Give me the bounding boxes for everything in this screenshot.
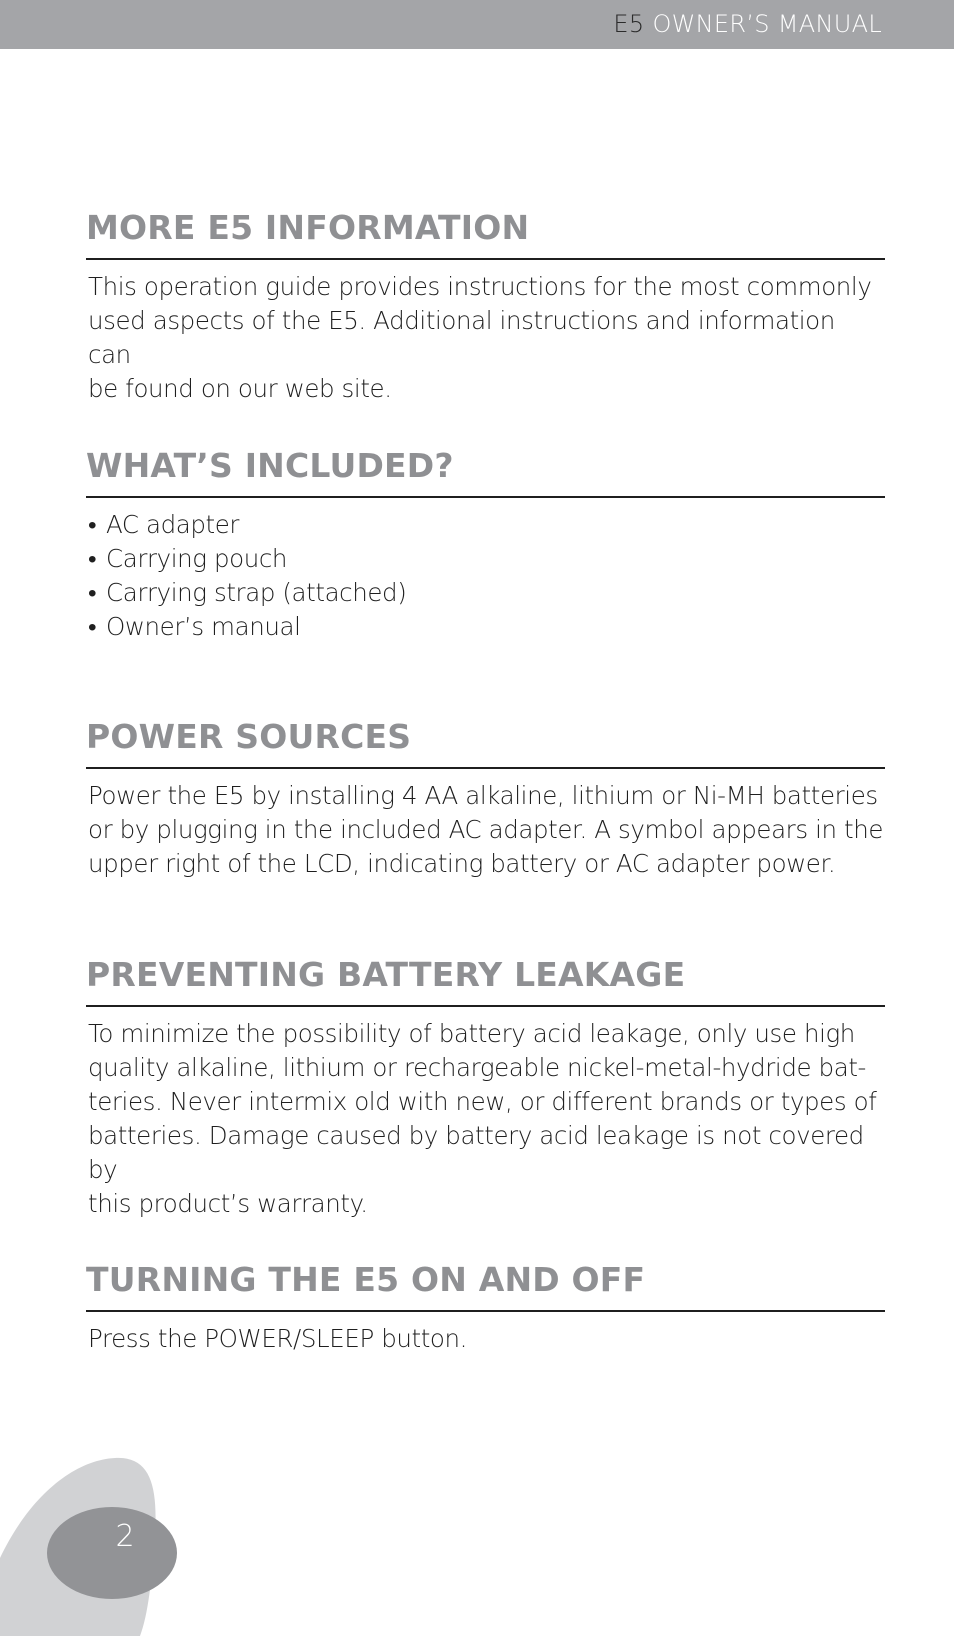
included-items-list xyxy=(88,508,885,644)
bullet-icon: • xyxy=(88,578,97,607)
section-power-sources xyxy=(86,717,885,881)
list-item-text: AC adapter xyxy=(106,510,240,539)
section-more-info xyxy=(86,208,885,406)
header-bar xyxy=(0,0,954,49)
body-line: Press the POWER/SLEEP button. xyxy=(88,1324,468,1353)
body-line: teries. Never intermix old with new, or different brands or types of xyxy=(88,1087,877,1116)
header-title: OWNER’S MANUAL xyxy=(652,10,882,38)
page-corner-decor xyxy=(0,1440,200,1636)
list-item xyxy=(88,508,885,542)
section-title: PREVENTING BATTERY LEAKAGE xyxy=(86,958,885,1007)
body-line: To minimize the possibility of battery acid leakage, only use high xyxy=(88,1019,855,1048)
section-title: TURNING THE E5 ON AND OFF xyxy=(86,1263,885,1312)
bullet-icon: • xyxy=(88,612,97,641)
section-battery-leakage xyxy=(86,955,885,1221)
section-body xyxy=(88,1017,885,1221)
list-item-text: Carrying pouch xyxy=(106,544,288,573)
bullet-icon: • xyxy=(88,510,97,539)
page-number: 2 xyxy=(115,1519,135,1554)
body-line: upper right of the LCD, indicating battery or AC adapter power. xyxy=(88,849,836,878)
header-model: E5 xyxy=(613,10,645,38)
section-turning-on-off xyxy=(86,1260,885,1356)
body-line: used aspects of the E5. Additional instructions and information can xyxy=(88,306,835,369)
section-whats-included xyxy=(86,446,885,644)
section-title: MORE E5 INFORMATION xyxy=(86,211,885,260)
body-line: be found on our web site. xyxy=(88,374,392,403)
section-body xyxy=(88,1322,885,1356)
list-item xyxy=(88,542,885,576)
section-body xyxy=(88,270,885,406)
section-body xyxy=(88,779,885,881)
body-line: or by plugging in the included AC adapter. A symbol appears in the xyxy=(88,815,884,844)
page-number-badge xyxy=(47,1507,177,1599)
list-item xyxy=(88,610,885,644)
body-line: this product’s warranty. xyxy=(88,1189,368,1218)
body-line: Power the E5 by installing 4 AA alkaline, lithium or Ni-MH batteries xyxy=(88,781,878,810)
bullet-icon: • xyxy=(88,544,97,573)
body-line: This operation guide provides instructions for the most commonly xyxy=(88,272,872,301)
body-line: quality alkaline, lithium or rechargeable nickel-metal-hydride bat- xyxy=(88,1053,866,1082)
list-item-text: Carrying strap (attached) xyxy=(106,578,407,607)
list-item xyxy=(88,576,885,610)
body-line: batteries. Damage caused by battery acid leakage is not covered by xyxy=(88,1121,864,1184)
section-title: POWER SOURCES xyxy=(86,720,885,769)
list-item-text: Owner’s manual xyxy=(106,612,301,641)
section-title: WHAT’S INCLUDED? xyxy=(86,449,885,498)
running-header xyxy=(613,10,882,38)
